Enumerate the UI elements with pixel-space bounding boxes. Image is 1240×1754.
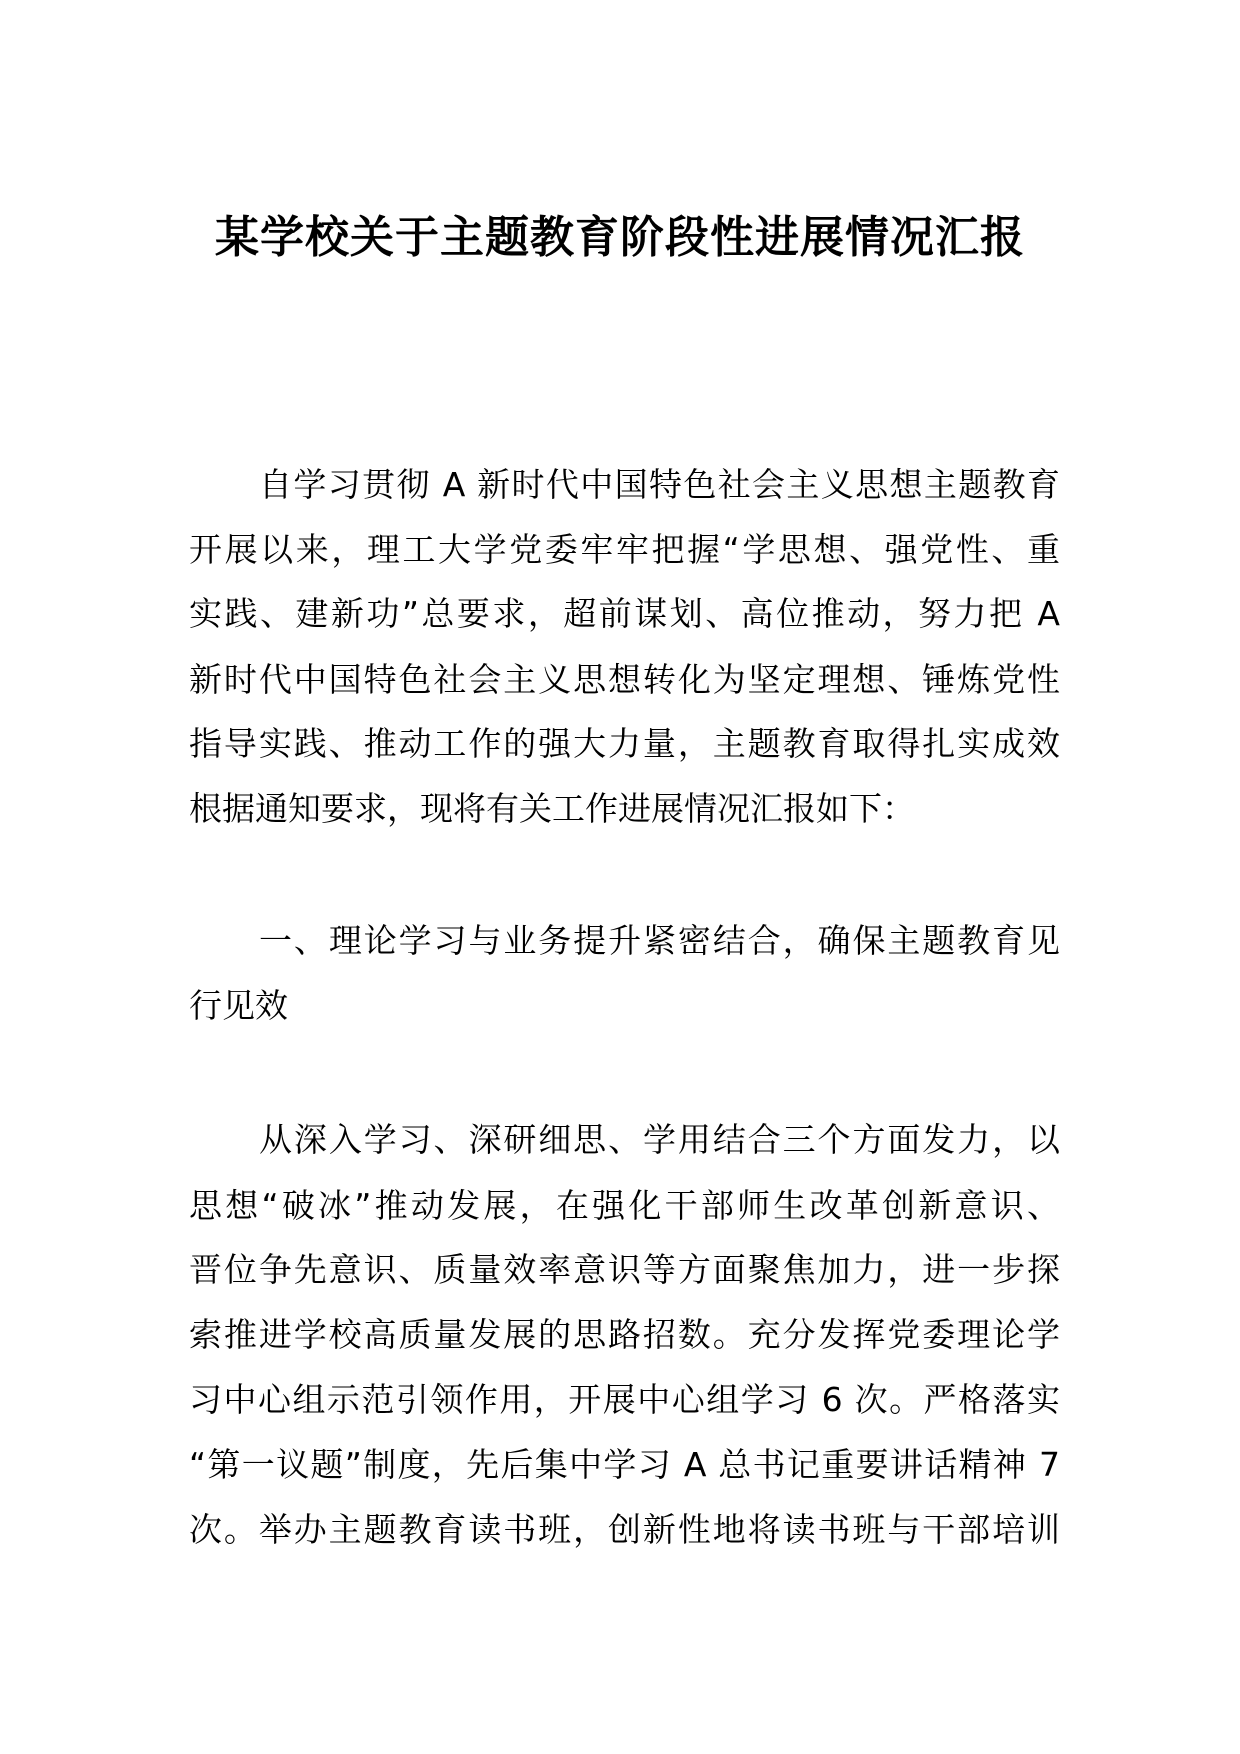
document-title: 某学校关于主题教育阶段性进展情况汇报 xyxy=(215,212,1025,263)
text-line: “第一议题”制度，先后集中学习 A 总书记重要讲话精神 7 xyxy=(189,1445,1060,1484)
text-line: 行见效 xyxy=(189,986,288,1025)
text-line: 根据通知要求，现将有关工作进展情况汇报如下： xyxy=(189,789,915,828)
text-line: 索推进学校高质量发展的思路招数。充分发挥党委理论学 xyxy=(189,1315,1060,1354)
text-line: 习中心组示范引领作用，开展中心组学习 6 次。严格落实 xyxy=(189,1380,1060,1419)
text-line: 次。举办主题教育读书班，创新性地将读书班与干部培训 xyxy=(189,1510,1060,1549)
text-line: 思想“破冰”推动发展，在强化干部师生改革创新意识、 xyxy=(189,1186,1060,1225)
text-line: 晋位争先意识、质量效率意识等方面聚焦加力，进一步探 xyxy=(189,1250,1060,1289)
text-line: 从深入学习、深研细思、学用结合三个方面发力，以 xyxy=(259,1120,1060,1159)
text-line: 新时代中国特色社会主义思想转化为坚定理想、锤炼党性 xyxy=(189,660,1060,699)
text-line: 开展以来，理工大学党委牢牢把握“学思想、强党性、重 xyxy=(189,530,1060,569)
text-line: 一、理论学习与业务提升紧密结合，确保主题教育见 xyxy=(259,921,1060,960)
text-line: 自学习贯彻 A 新时代中国特色社会主义思想主题教育 xyxy=(259,465,1060,504)
text-line: 指导实践、推动工作的强大力量，主题教育取得扎实成效 xyxy=(189,724,1060,763)
text-line: 实践、建新功”总要求，超前谋划、高位推动，努力把 A xyxy=(189,594,1060,633)
